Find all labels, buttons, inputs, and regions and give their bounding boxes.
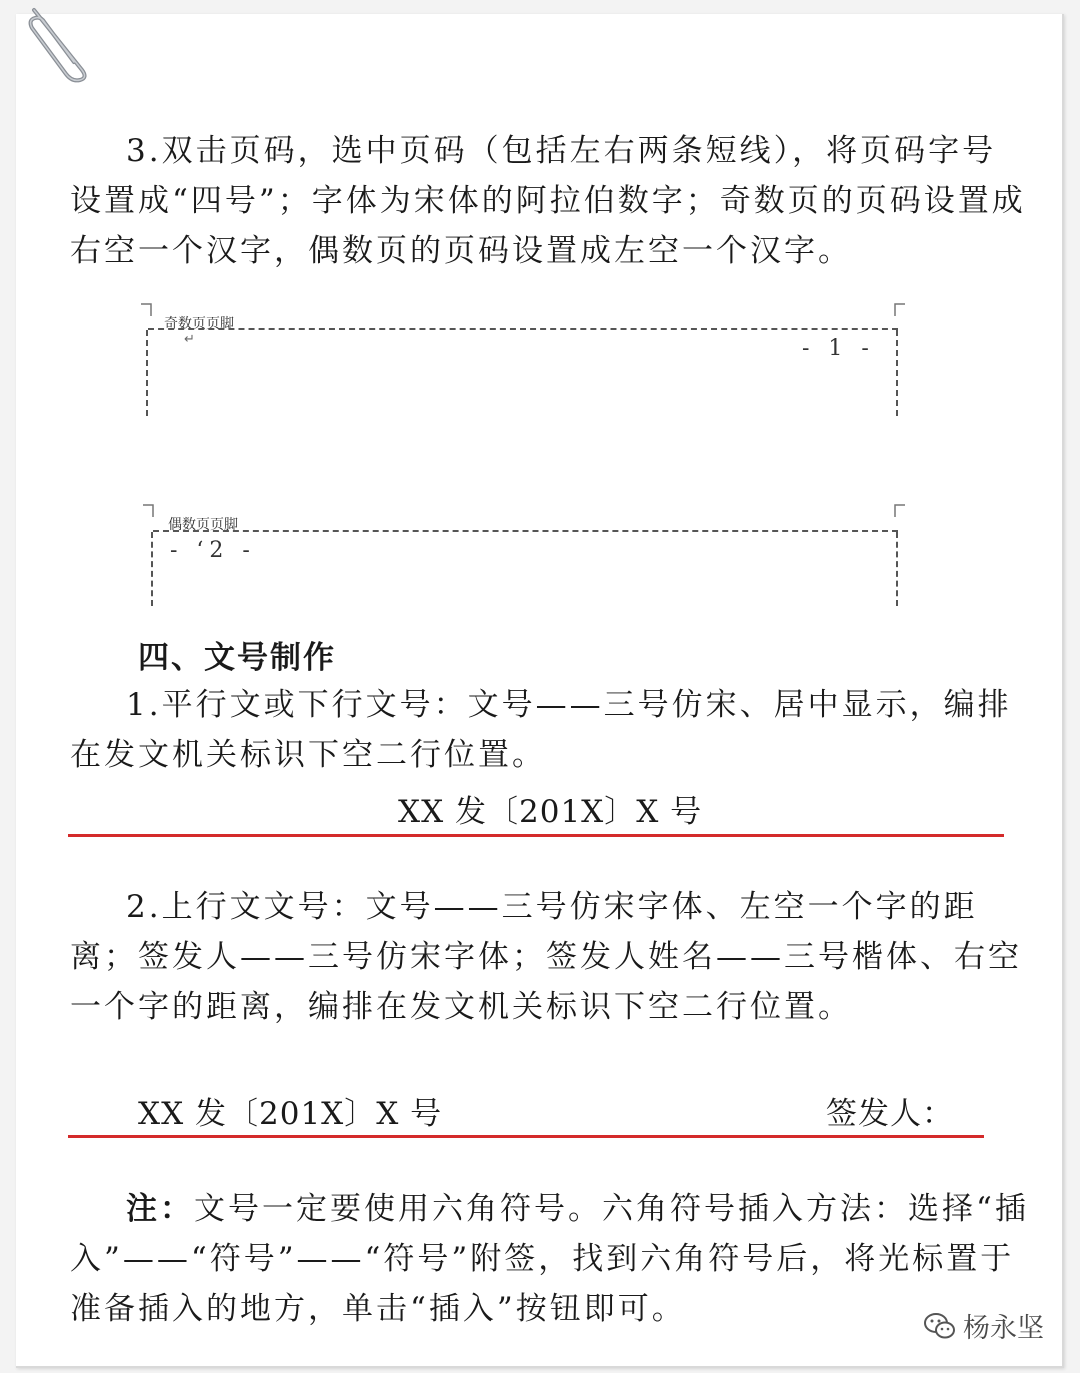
watermark-author: 杨永坚 — [963, 1313, 1044, 1344]
paperclip-icon — [22, 4, 92, 84]
item2-doc-number: XX 发〔201X〕X 号 — [138, 1096, 443, 1132]
corner-mark-icon — [141, 303, 153, 317]
signer-label: 签发人： — [826, 1096, 954, 1132]
corner-mark-icon — [893, 504, 905, 518]
item1-paragraph: 1.平行文或下行文号：文号——三号仿宋、居中显示，编排在发文机关标识下空二行位置。 — [70, 687, 1012, 773]
section-heading: 四、文号制作 — [138, 640, 336, 676]
odd-footer-label: 奇数页页脚 — [164, 316, 234, 332]
corner-mark-icon — [893, 303, 905, 317]
item2-paragraph: 2.上行文文号：文号——三号仿宋字体、左空一个字的距离；签发人——三号仿宋字体；签发人姓名——三号楷体、右空一个字的距离，编排在发文机关标识下空二行位置。 — [70, 889, 1022, 1025]
note-label: 注： — [126, 1191, 194, 1227]
watermark — [923, 1306, 1044, 1345]
note-text: 文号一定要使用六角符号。六角符号插入方法：选择“插入”——“符号”——“符号”附签，找到六角符号后，将光标置于准备插入的地方，单击“插入”按钮即可。 — [70, 1191, 1029, 1327]
even-footer-label: 偶数页页脚 — [168, 517, 238, 533]
wechat-icon — [923, 1311, 957, 1341]
paragraph-mark: ↵ — [184, 332, 195, 347]
odd-footer-box — [148, 328, 898, 416]
item1-doc-number: XX 发〔201X〕X 号 — [398, 794, 703, 830]
red-separator-line — [68, 834, 1004, 837]
even-footer-box — [153, 530, 898, 606]
even-page-number: - ‘2 - — [170, 538, 256, 563]
note-paragraph — [70, 1184, 1030, 1334]
section3-paragraph: 3.双击页码，选中页码（包括左右两条短线），将页码字号设置成“四号”；字体为宋体的阿拉伯数字；奇数页的页码设置成右空一个汉字，偶数页的页码设置成左空一个汉字。 — [70, 133, 1026, 269]
red-separator-line — [68, 1135, 984, 1138]
corner-mark-icon — [143, 504, 155, 518]
odd-page-number: - 1 - — [802, 336, 875, 361]
